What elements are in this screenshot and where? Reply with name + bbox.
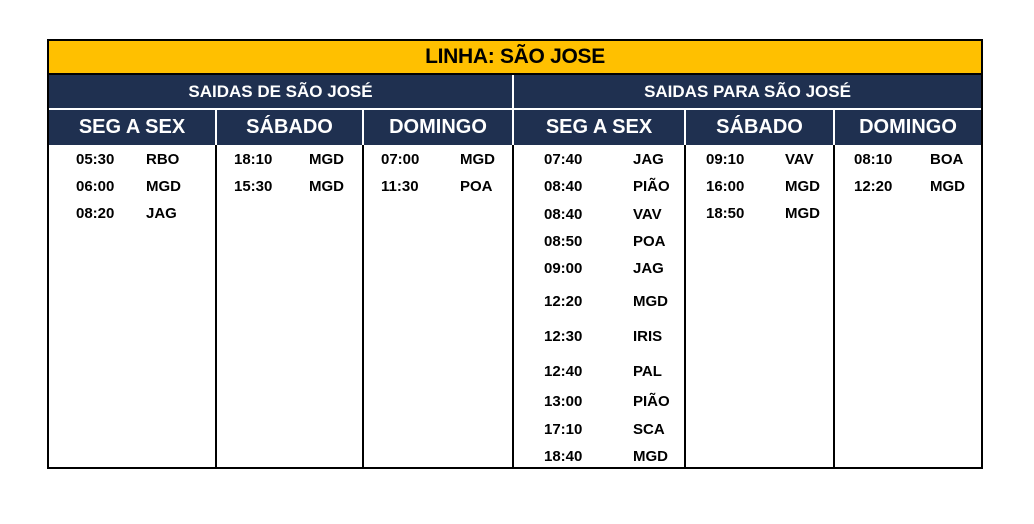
schedule-entry bbox=[544, 233, 680, 253]
departure-time: 07:00 bbox=[381, 151, 420, 168]
destination-code: PAL bbox=[633, 363, 662, 380]
departure-time: 13:00 bbox=[544, 393, 583, 410]
schedule-entry bbox=[854, 151, 975, 171]
schedule-entry bbox=[76, 151, 211, 171]
destination-code: JAG bbox=[633, 260, 664, 277]
schedule-entry bbox=[381, 151, 508, 171]
departure-time: 11:30 bbox=[381, 178, 419, 195]
departure-time: 18:10 bbox=[234, 151, 273, 168]
departure-time: 06:00 bbox=[76, 178, 115, 195]
destination-code: MGD bbox=[785, 178, 820, 195]
schedule-entry bbox=[544, 151, 680, 171]
schedule-entry bbox=[76, 178, 211, 198]
column-saturday-from bbox=[217, 145, 364, 467]
schedule-entry bbox=[76, 205, 211, 225]
departure-time: 12:20 bbox=[854, 178, 893, 195]
destination-code: MGD bbox=[633, 448, 668, 465]
departure-time: 08:40 bbox=[544, 206, 583, 223]
destination-code: IRIS bbox=[633, 328, 663, 345]
destination-code: SCA bbox=[633, 421, 665, 438]
destination-code: MGD bbox=[309, 178, 344, 195]
schedule-entry bbox=[544, 178, 680, 198]
destination-code: POA bbox=[460, 178, 493, 195]
departure-time: 12:20 bbox=[544, 293, 583, 310]
day-header-sunday-to-label: DOMINGO bbox=[859, 116, 957, 138]
departure-time: 12:30 bbox=[544, 328, 583, 345]
destination-code: POA bbox=[633, 233, 666, 250]
departure-time: 09:10 bbox=[706, 151, 745, 168]
schedule-entry bbox=[544, 448, 680, 468]
schedule-entry bbox=[544, 328, 680, 348]
schedule-entry bbox=[544, 293, 680, 313]
destination-code: MGD bbox=[309, 151, 344, 168]
departure-time: 16:00 bbox=[706, 178, 745, 195]
departure-time: 08:40 bbox=[544, 178, 583, 195]
destination-code: MGD bbox=[146, 178, 181, 195]
column-sunday-from bbox=[364, 145, 514, 467]
destination-code: PIÃO bbox=[633, 393, 670, 410]
column-saturday-to bbox=[686, 145, 835, 467]
destination-code: MGD bbox=[460, 151, 495, 168]
column-weekdays-from bbox=[49, 145, 217, 467]
column-sunday-to bbox=[835, 145, 981, 467]
departure-time: 05:30 bbox=[76, 151, 115, 168]
schedule-entry bbox=[234, 178, 358, 198]
departure-time: 09:00 bbox=[544, 260, 583, 277]
destination-code: JAG bbox=[146, 205, 177, 222]
schedule-entry bbox=[234, 151, 358, 171]
schedule-entry bbox=[544, 260, 680, 280]
schedule-entry bbox=[706, 151, 829, 171]
departure-time: 17:10 bbox=[544, 421, 583, 438]
destination-code: MGD bbox=[633, 293, 668, 310]
day-header-sunday-from: DOMINGO bbox=[364, 110, 514, 145]
day-header-weekdays-from: SEG A SEX bbox=[49, 110, 217, 145]
schedule-entry bbox=[544, 393, 680, 413]
schedule-entry bbox=[544, 421, 680, 441]
departure-time: 15:30 bbox=[234, 178, 273, 195]
schedule-entry bbox=[706, 178, 829, 198]
departure-time: 08:50 bbox=[544, 233, 583, 250]
destination-code: MGD bbox=[930, 178, 965, 195]
day-header-sunday-to bbox=[835, 110, 981, 145]
day-header-row bbox=[49, 110, 981, 145]
schedule-table bbox=[47, 39, 983, 469]
day-header-weekdays-to: SEG A SEX bbox=[514, 110, 686, 145]
column-weekdays-to bbox=[514, 145, 686, 467]
schedule-entry bbox=[854, 178, 975, 198]
section-header-departures-from: SAIDAS DE SÃO JOSÉ bbox=[49, 75, 514, 110]
destination-code: VAV bbox=[785, 151, 814, 168]
destination-code: PIÃO bbox=[633, 178, 670, 195]
section-header-departures-to: SAIDAS PARA SÃO JOSÉ bbox=[514, 75, 981, 110]
departure-time: 12:40 bbox=[544, 363, 583, 380]
schedule-entry bbox=[381, 178, 508, 198]
line-title: LINHA: SÃO JOSE bbox=[49, 41, 981, 75]
departure-time: 07:40 bbox=[544, 151, 583, 168]
destination-code: RBO bbox=[146, 151, 180, 168]
destination-code: JAG bbox=[633, 151, 664, 168]
destination-code: MGD bbox=[785, 205, 820, 222]
schedule-entry bbox=[706, 205, 829, 225]
day-header-saturday-to: SÁBADO bbox=[686, 110, 835, 145]
schedule-body bbox=[49, 145, 981, 467]
departure-time: 08:20 bbox=[76, 205, 115, 222]
departure-time: 18:50 bbox=[706, 205, 745, 222]
day-header-saturday-from: SÁBADO bbox=[217, 110, 364, 145]
destination-code: VAV bbox=[633, 206, 662, 223]
schedule-entry bbox=[544, 363, 680, 383]
departure-time: 08:10 bbox=[854, 151, 893, 168]
destination-code: BOA bbox=[930, 151, 964, 168]
departure-time: 18:40 bbox=[544, 448, 583, 465]
schedule-entry bbox=[544, 206, 680, 226]
